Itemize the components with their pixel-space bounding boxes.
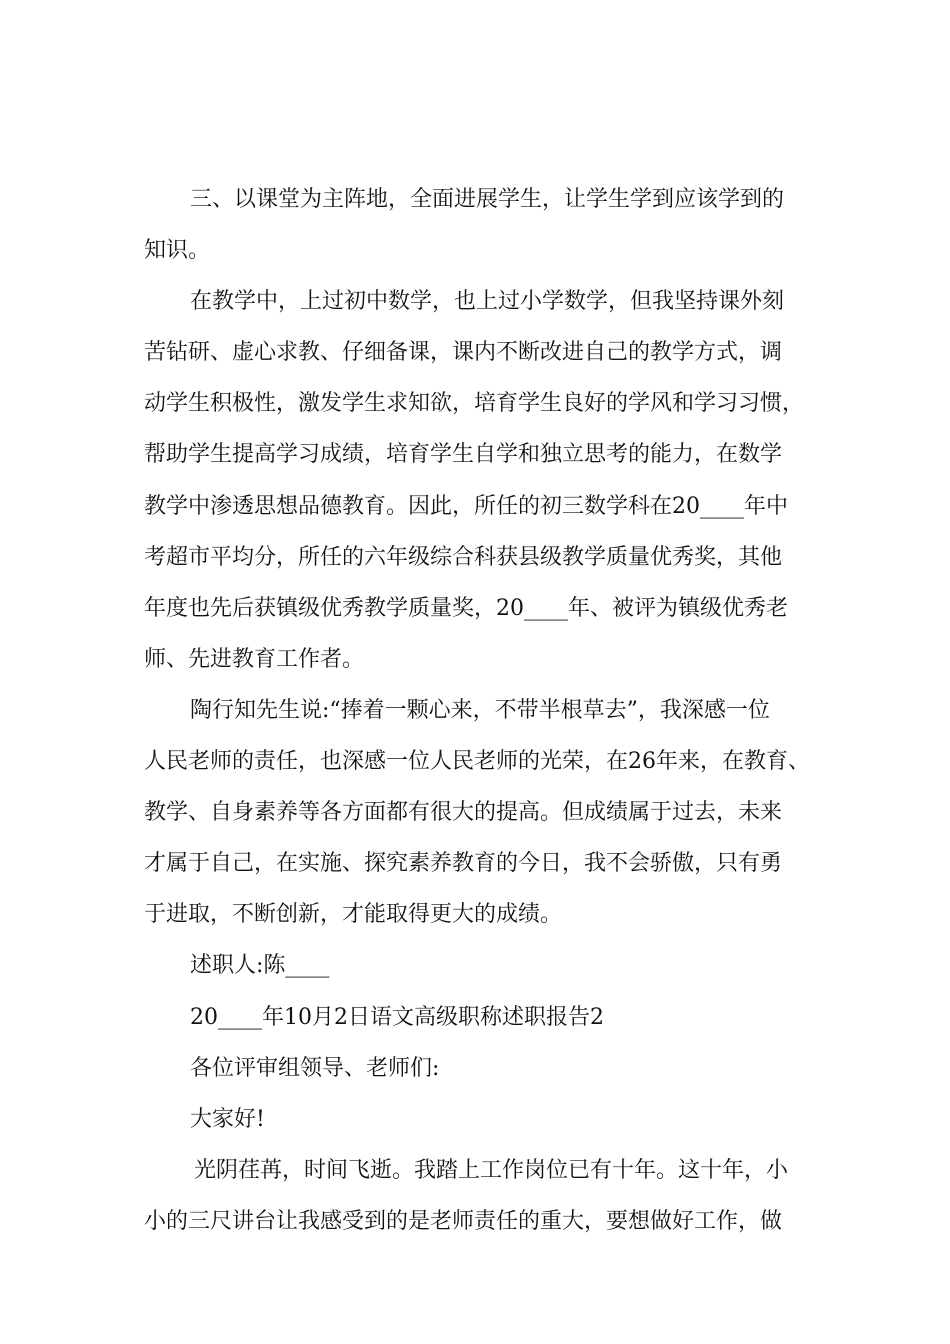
paragraph-line: 在教学中，上过初中数学，也上过小学数学，但我坚持课外刻 (190, 289, 785, 315)
paragraph-line: 动学生积极性，激发学生求知欲，培育学生良好的学风和学习习惯， (144, 391, 805, 417)
paragraph-line: 苦钻研、虚心求教、仔细备课，课内不断改进自己的教学方式，调 (144, 340, 783, 366)
paragraph-line: 帮助学生提高学习成绩，培育学生自学和独立思考的能力，在数学 (144, 442, 783, 468)
paragraph-line: 年度也先后获镇级优秀教学质量奖，20____年、被评为镇级优秀老 (144, 595, 788, 621)
greeting-line: 大家好! (190, 1106, 265, 1132)
document-body (144, 181, 816, 1254)
paragraph-line: 三、以课堂为主阵地，全面进展学生，让学生学到应该学到的 (190, 187, 785, 212)
signature-line: 述职人:陈____ (190, 953, 330, 979)
salutation-line: 各位评审组领导、老师们: (190, 1055, 440, 1081)
paragraph-line: 知识。 (144, 238, 211, 264)
paragraph-line: 人民老师的责任，也深感一位人民老师的光荣，在26年来，在教育、 (144, 749, 810, 775)
paragraph-line: 师、先进教育工作者。 (144, 646, 365, 672)
report-title-line: 20____年10月2日语文高级职称述职报告2 (190, 1004, 604, 1030)
paragraph-line: 教学、自身素养等各方面都有很大的提高。但成绩属于过去，未来 (144, 800, 783, 826)
paragraph-line: 考超市平均分，所任的六年级综合科获县级教学质量优秀奖，其他 (144, 544, 783, 570)
paragraph-line: 光阴荏苒，时间飞逝。我踏上工作岗位已有十年。这十年，小 (194, 1157, 789, 1183)
paragraph-line: 教学中渗透思想品德教育。因此，所任的初三数学科在20____年中 (144, 493, 788, 519)
paragraph-line: 才属于自己，在实施、探究素养教育的今日，我不会骄傲，只有勇 (144, 851, 783, 877)
paragraph-line: 陶行知先生说:“捧着一颗心来，不带半根草去”，我深感一位 (190, 697, 770, 723)
paragraph-line: 小的三尺讲台让我感受到的是老师责任的重大，要想做好工作，做 (144, 1208, 783, 1234)
paragraph-line: 于进取，不断创新，才能取得更大的成绩。 (144, 902, 563, 928)
